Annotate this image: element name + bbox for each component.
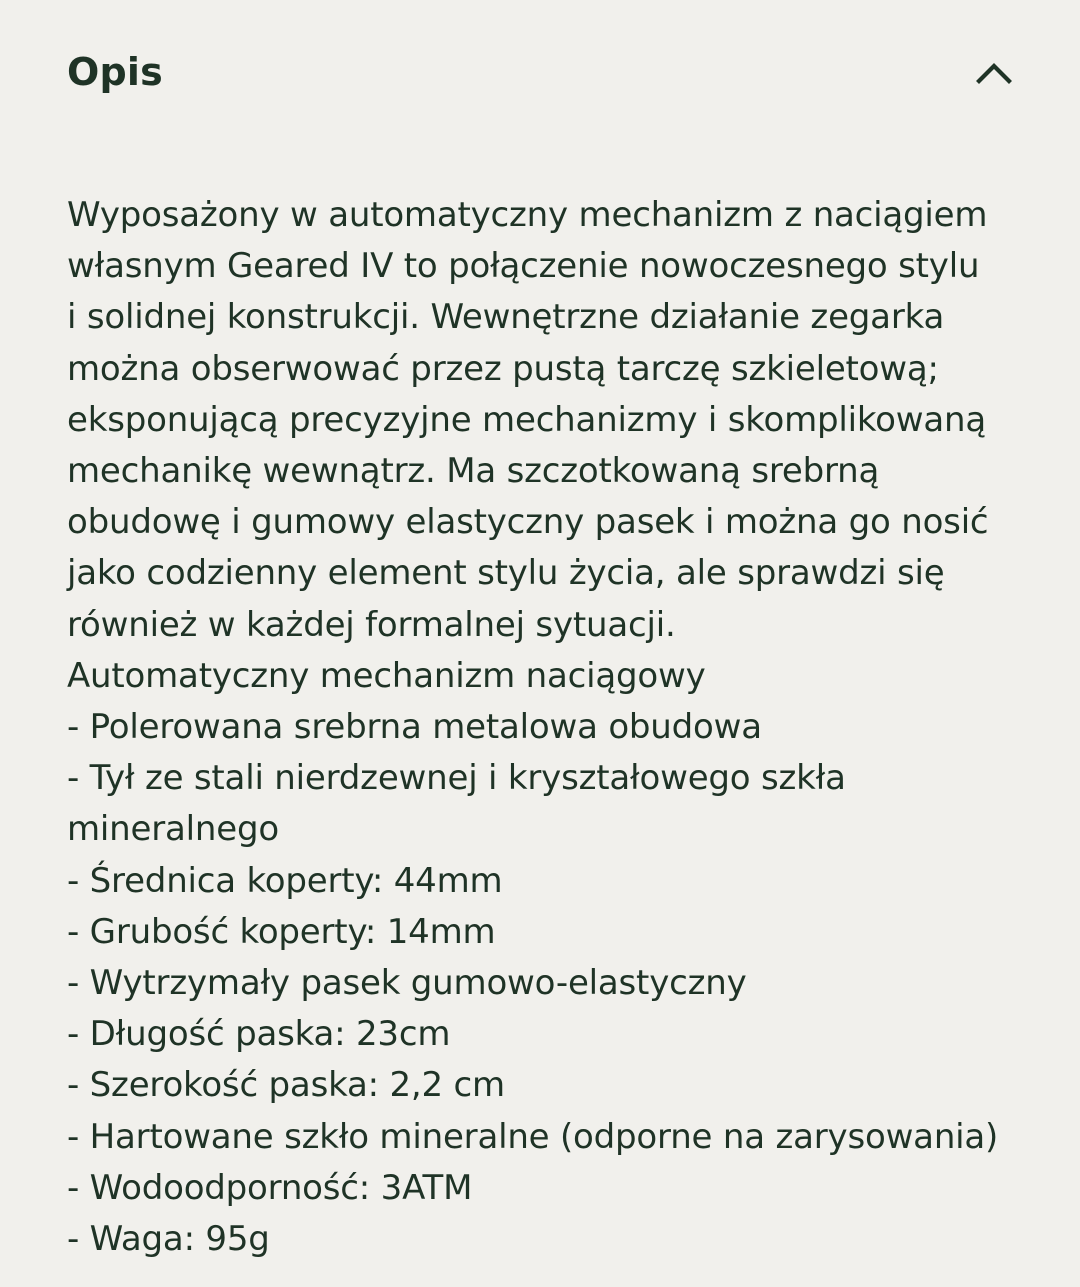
spec-item: - Średnica koperty: 44mm	[67, 860, 503, 901]
spec-item: - Grubość koperty: 14mm	[67, 911, 496, 952]
description-line: można obserwować przez pustą tarczę szkieletową;	[67, 348, 939, 389]
spec-item: - Wytrzymały pasek gumowo-elastyczny	[67, 963, 747, 1004]
spec-item: mineralnego	[67, 809, 279, 850]
description-line: eksponującą precyzyjne mechanizmy i skomplikowaną	[67, 399, 987, 440]
spec-item: - Długość paska: 23cm	[67, 1014, 451, 1055]
description-accordion-header[interactable]	[67, 46, 1013, 98]
spec-item: - Waga: 95g	[67, 1219, 270, 1260]
chevron-up-icon[interactable]	[975, 59, 1013, 85]
spec-item: - Hartowane szkło mineralne (odporne na zarysowania)	[67, 1116, 999, 1157]
spec-item: - Wodoodporność: 3ATM	[67, 1167, 473, 1208]
description-line: Wyposażony w automatyczny mechanizm z naciągiem	[67, 195, 988, 235]
description-line: mechanikę wewnątrz. Ma szczotkowaną srebrną	[67, 451, 880, 492]
description-line: obudowę i gumowy elastyczny pasek i można go nosić	[67, 502, 989, 543]
spec-item: - Szerokość paska: 2,2 cm	[67, 1065, 505, 1106]
spec-item: - Tył ze stali nierdzewnej i kryształowego szkła	[67, 758, 846, 799]
spec-item: - Polerowana srebrna metalowa obudowa	[67, 707, 762, 748]
section-title: Opis	[67, 50, 163, 94]
description-line: jako codzienny element stylu życia, ale sprawdzi się	[67, 553, 945, 594]
description-line: Automatyczny mechanizm naciągowy	[67, 655, 706, 696]
description-line: własnym Geared IV to połączenie nowoczesnego stylu	[67, 246, 980, 287]
description-line: i solidnej konstrukcji. Wewnętrzne działanie zegarka	[67, 297, 945, 338]
description-text	[67, 190, 1012, 1265]
description-line: również w każdej formalnej sytuacji.	[67, 604, 676, 645]
